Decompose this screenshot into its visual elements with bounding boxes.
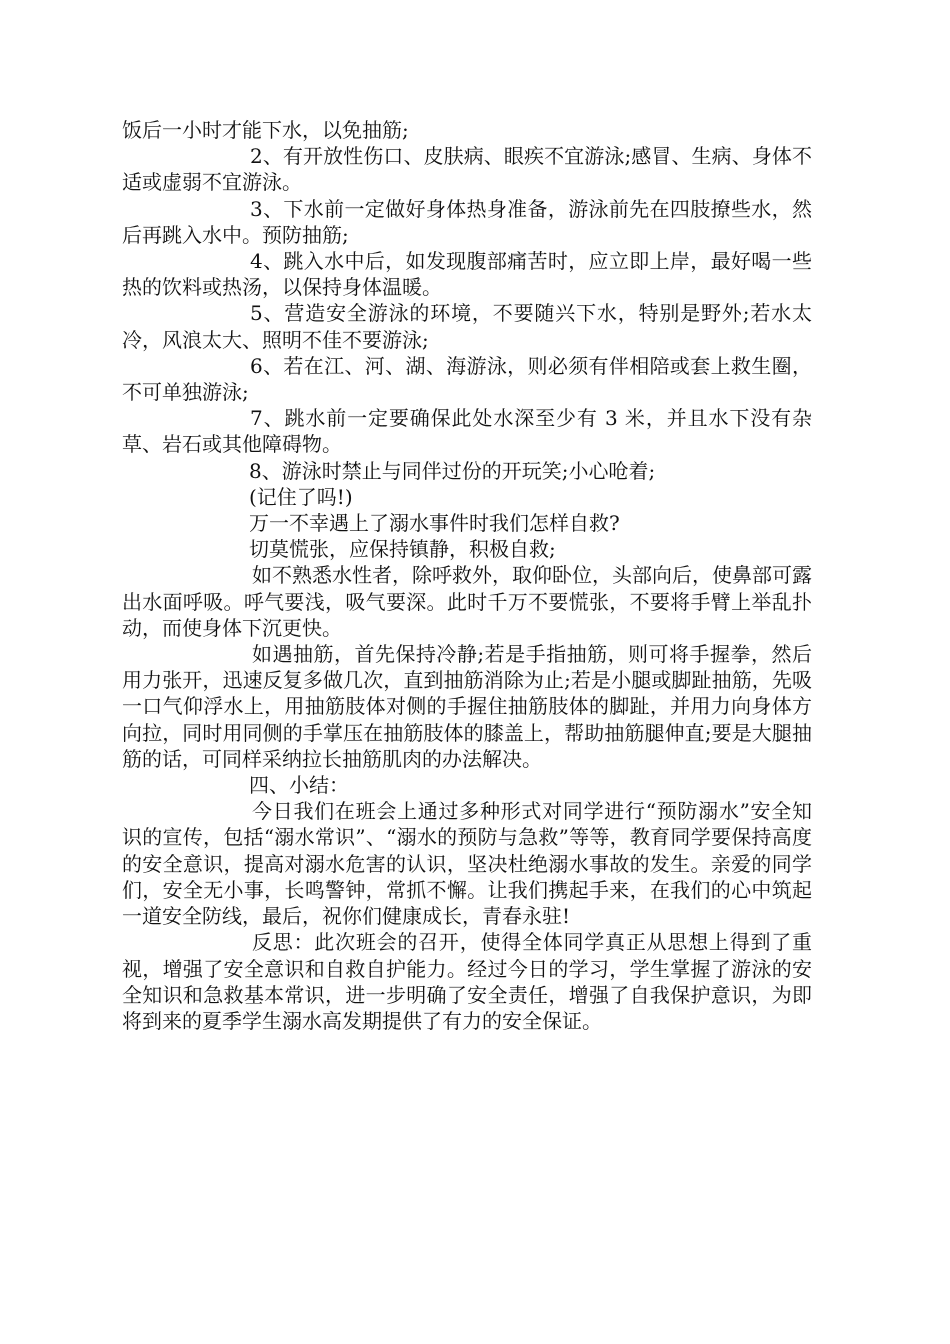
paragraph-rule-6: 6、若在江、河、湖、海游泳，则必须有伴相陪或套上救生圈，不可单独游泳; <box>122 353 812 405</box>
paragraph-continuation: 饭后一小时才能下水，以免抽筋; <box>122 118 409 142</box>
paragraph-rule-5: 5、营造安全游泳的环境，不要随兴下水，特别是野外;若水太冷，风浪太大、照明不佳不要游泳; <box>122 301 812 352</box>
paragraph-rule-4: 4、跳入水中后，如发现腹部痛苦时，应立即上岸，最好喝一些热的饮料或热汤，以保持身体温暖。 <box>122 249 812 300</box>
paragraph-stay-calm: 切莫慌张，应保持镇静，积极自救; <box>249 537 556 562</box>
paragraph-rule-3: 3、下水前一定做好身体热身准备，游泳前先在四肢撩些水，然后再跳入水中。预防抽筋; <box>122 196 812 247</box>
paragraph-reminder: (记住了吗!) <box>249 484 353 509</box>
paragraph-floating-advice: 如不熟悉水性者，除呼救外，取仰卧位，头部向后，使鼻部可露出水面呼吸。呼气要浅，吸气要深。此时千万不要慌张，不要将手臂上举乱扑动，而使身体下沉更快。 <box>122 563 812 640</box>
paragraph-self-rescue-question: 万一不幸遇上了溺水事件时我们怎样自救? <box>249 511 620 536</box>
paragraph-rule-8: 8、游泳时禁止与同伴过份的开玩笑;小心呛着; <box>249 458 656 483</box>
section-heading-summary: 四、小结： <box>249 773 349 798</box>
paragraph-reflection: 反思：此次班会的召开，使得全体同学真正从思想上得到了重视，增强了安全意识和自救自护能力。经过今日的学习，学生掌握了游泳的安全知识和急救基本常识，进一步明确了安全责任，增强了自我保护意识，为即将到来的夏季学生溺水高发期提供了有力的安全保证。 <box>122 930 812 1033</box>
document-body <box>122 117 812 1034</box>
paragraph-rule-7: 7、跳水前一定要确保此处水深至少有 3 米，并且水下没有杂草、岩石或其他障碍物。 <box>122 406 812 457</box>
paragraph-rule-2: 2、有开放性伤口、皮肤病、眼疾不宜游泳;感冒、生病、身体不适或虚弱不宜游泳。 <box>122 144 812 195</box>
paragraph-cramp-advice: 如遇抽筋，首先保持冷静;若是手指抽筋，则可将手握拳，然后用力张开，迅速反复多做几次，直到抽筋消除为止;若是小腿或脚趾抽筋，先吸一口气仰浮水上，用抽筋肢体对侧的手握住抽筋肢体的脚趾，并用力向身体方向拉，同时用同侧的手掌压在抽筋肢体的膝盖上，帮助抽筋腿伸直;要是大腿抽筋的话，可同样采纳拉长抽筋肌肉的办法解决。 <box>122 642 812 771</box>
paragraph-summary: 今日我们在班会上通过多种形式对同学进行“预防溺水”安全知识的宣传，包括“溺水常识”、“溺水的预防与急救”等等，教育同学要保持高度的安全意识，提高对溺水危害的认识，坚决杜绝溺水事故的发生。亲爱的同学们，安全无小事，长鸣警钟，常抓不懈。让我们携起手来，在我们的心中筑起一道安全防线，最后，祝你们健康成长，青春永驻! <box>122 799 812 929</box>
